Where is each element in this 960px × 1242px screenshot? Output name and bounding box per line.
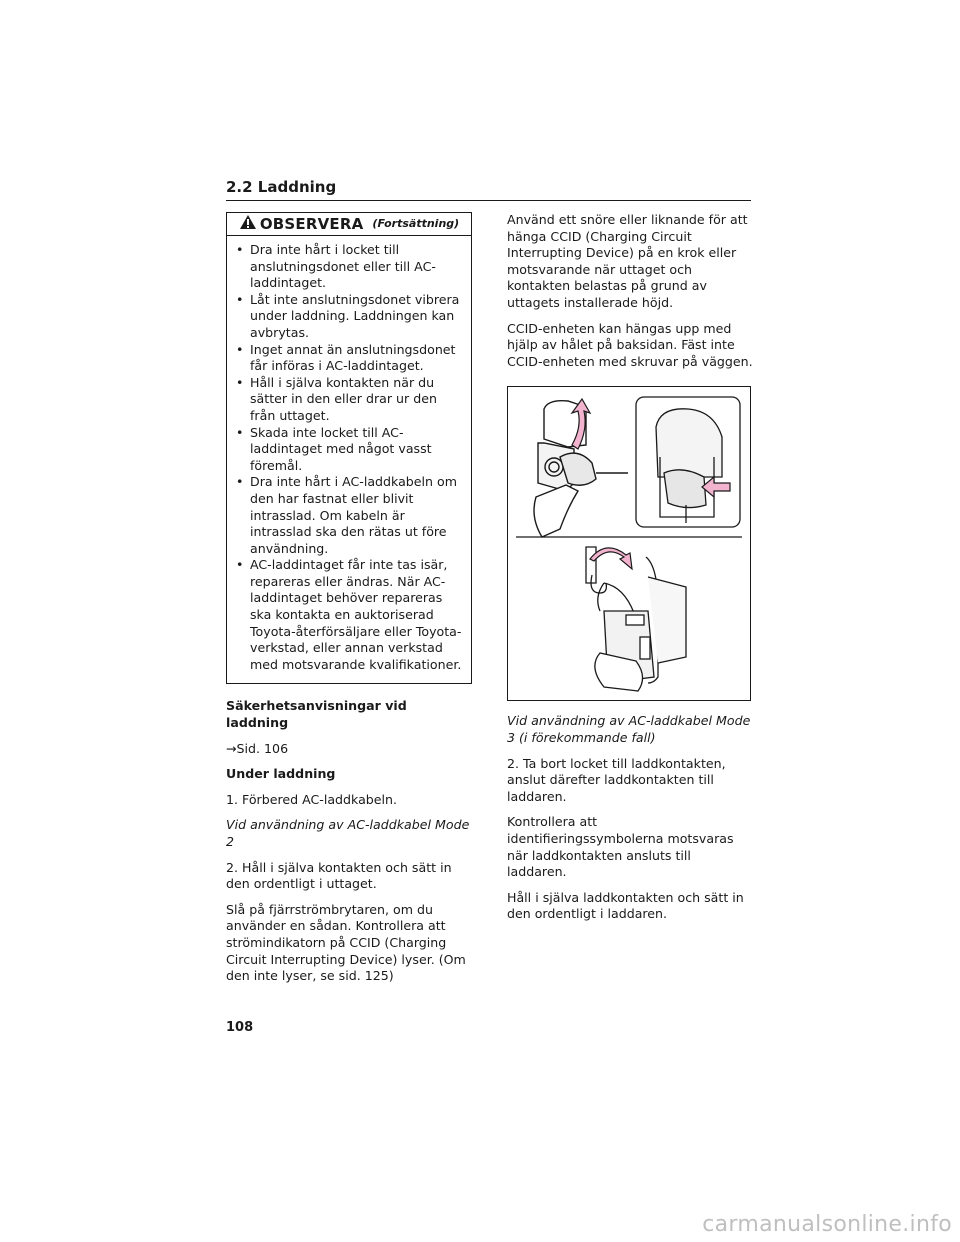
insert-plug-paragraph: Håll i själva laddkontakten och sätt in den ordentligt i laddaren.	[507, 889, 744, 922]
right-column	[507, 212, 753, 932]
warning-item: • AC-laddintaget får inte tas isär, repareras eller ändras. När AC-laddintaget behöver repareras ska kontakta en auktoriserad Toyota-återförsäljare eller Toyota-verkstad, eller annan verkstad med motsvarande kvalifikationer.	[233, 557, 465, 673]
warning-list	[227, 236, 471, 683]
safety-page-link[interactable]: →Sid. 106	[226, 740, 289, 756]
warning-item: • Dra inte hårt i locket till anslutningsdonet eller till AC-laddintaget.	[233, 242, 465, 292]
warning-item: • Skada inte locket till AC-laddintaget med något vasst föremål.	[233, 425, 465, 475]
step-2: 2. Håll i själva kontakten och sätt in den ordentligt i uttaget.	[226, 859, 452, 892]
warning-title: OBSERVERA	[259, 214, 364, 233]
warning-box	[226, 212, 472, 684]
safety-heading: Säkerhetsanvisningar vid laddning	[226, 698, 407, 731]
step-2-note: Slå på fjärrströmbrytaren, om du använder en sådan. Kontrollera att strömindikatorn på CCID (Charging Circuit Interrupting Device) lyser. (Om den inte lyser, se sid. 125)	[226, 901, 466, 984]
warning-icon	[239, 214, 257, 235]
step-1: 1. Förbered AC-laddkabeln.	[226, 791, 398, 807]
warning-header	[227, 213, 471, 236]
warning-item: • Inget annat än anslutningsdonet får införas i AC-laddintaget.	[233, 342, 465, 375]
mode2-caption: Vid användning av AC-laddkabel Mode 2	[226, 817, 470, 849]
ccid-mount-paragraph: CCID-enheten kan hängas upp med hjälp av hålet på baksidan. Fäst inte CCID-enheten med skruvar på väggen.	[507, 320, 753, 369]
warning-item: • Håll i själva kontakten när du sätter in den eller drar ur den från uttaget.	[233, 375, 465, 425]
warning-item: • Dra inte hårt i AC-laddkabeln om den har fastnat eller blivit intrasslad. Om kabeln är intrasslad ska den rätas ut före användning.	[233, 474, 465, 557]
charging-illustration	[507, 386, 751, 701]
ccid-hang-paragraph: Använd ett snöre eller liknande för att hänga CCID (Charging Circuit Interrupting Device) på en krok eller motsvarande när uttaget och kontakten belastas på grund av uttagets installerade höjd.	[507, 212, 748, 310]
symbol-check-paragraph: Kontrollera att identifieringssymbolerna motsvaras när laddkontakten ansluts till laddaren.	[507, 814, 734, 880]
ccid-hanging-illustration	[586, 547, 686, 691]
left-column	[226, 212, 472, 994]
page-number: 108	[226, 1020, 254, 1035]
section-header: 2.2 Laddning	[226, 178, 751, 201]
watermark: carmanualsonline.info	[702, 1212, 952, 1237]
illustration-drawing	[508, 387, 750, 700]
mode3-caption: Vid användning av AC-laddkabel Mode 3 (i förekommande fall)	[507, 713, 751, 745]
warning-item: • Låt inte anslutningsdonet vibrera under laddning. Laddningen kan avbrytas.	[233, 292, 465, 342]
during-charging-heading: Under laddning	[226, 766, 336, 782]
warning-continued: (Fortsättning)	[372, 216, 460, 230]
mode3-step-2: 2. Ta bort locket till laddkontakten, anslut därefter laddkontakten till laddaren.	[507, 755, 726, 804]
